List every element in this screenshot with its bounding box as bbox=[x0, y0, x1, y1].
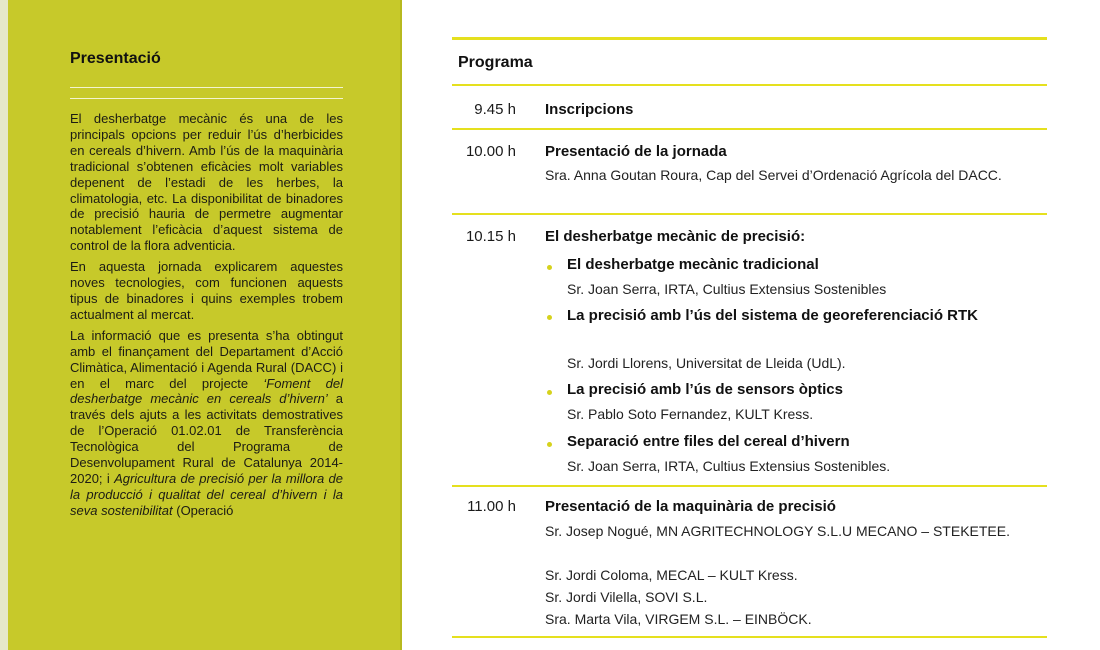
agenda-item-speaker: Sr. Jordi Coloma, MECAL – KULT Kress. bbox=[545, 567, 798, 583]
presentation-body bbox=[70, 111, 343, 524]
agenda-item-title: Inscripcions bbox=[545, 101, 634, 118]
programa-section bbox=[402, 0, 1100, 650]
para3-text-c: a través dels ajuts a les activitats demostratives de l’Operació 01.02.01 de Transferència Tecnològica del Programa de Desenvolupament Rural de Catalunya 2014-2020; i bbox=[70, 391, 344, 486]
page-edge bbox=[0, 0, 8, 650]
subtopic-title: Separació entre files del cereal d’hivern bbox=[567, 433, 850, 450]
time-slot: 10.15 h bbox=[465, 228, 516, 245]
time-slot: 10.00 h bbox=[465, 143, 516, 160]
subtopic-title: La precisió amb l’ús del sistema de georeferenciació RTK bbox=[567, 307, 978, 324]
title-rule-bottom bbox=[70, 98, 343, 99]
subtopic-speaker: Sr. Pablo Soto Fernandez, KULT Kress. bbox=[567, 406, 814, 422]
para3-text-a: La informació que es presenta s’ha obtingut amb el finançament del Departament d’Acció Climàtica, Alimentació i Agenda Rural (DACC) i en el marc del projecte bbox=[70, 327, 343, 391]
para3-text-e: (Operació bbox=[172, 502, 234, 518]
agenda-item-title: Presentació de la jornada bbox=[545, 143, 727, 160]
presentation-paragraph-1: El desherbatge mecànic és una de les principals opcions per reduir l’ús d’herbicides en cereals d’hivern. Amb l’ús de la maquinària tradicional s’obtenen eficàcies molt variables depenent de l’estadi de les herbes, la climatologia, etc. La disponibilitat de binadores de precisió hauria de permetre augmentar notablement l’eficàcia d’aquest sistema de control de la flora adventicia. bbox=[70, 111, 343, 254]
agenda-divider bbox=[452, 213, 1047, 215]
bullet-icon bbox=[547, 390, 552, 395]
bullet-icon bbox=[547, 265, 552, 270]
agenda-item-speaker: Sra. Anna Goutan Roura, Cap del Servei d’Ordenació Agrícola del DACC. bbox=[545, 167, 1002, 183]
programa-rule-header bbox=[452, 84, 1047, 86]
agenda-item-speaker: Sr. Josep Nogué, MN AGRITECHNOLOGY S.L.U MECANO – STEKETEE. bbox=[545, 523, 1010, 539]
agenda-divider bbox=[452, 128, 1047, 130]
subtopic-speaker: Sr. Joan Serra, IRTA, Cultius Extensius Sostenibles bbox=[567, 281, 887, 297]
presentation-panel bbox=[0, 0, 400, 650]
presentation-paragraph-3 bbox=[70, 328, 343, 519]
subtopic-title: La precisió amb l’ús de sensors òptics bbox=[567, 381, 843, 398]
presentation-title: Presentació bbox=[70, 50, 161, 67]
time-slot: 11.00 h bbox=[467, 498, 516, 515]
agenda-divider bbox=[452, 485, 1047, 487]
presentation-paragraph-2: En aquesta jornada explicarem aquestes noves tecnologies, com funcionen aquests tipus de binadores i quins exemples trobem actualment al mercat. bbox=[70, 259, 343, 322]
agenda-item-speaker: Sr. Jordi Vilella, SOVI S.L. bbox=[545, 589, 708, 605]
programa-title: Programa bbox=[458, 54, 533, 71]
programa-rule-top bbox=[452, 37, 1047, 40]
title-rule-top bbox=[70, 87, 343, 88]
time-slot: 9.45 h bbox=[474, 101, 516, 118]
subtopic-speaker: Sr. Jordi Llorens, Universitat de Lleida (UdL). bbox=[567, 355, 846, 371]
bullet-icon bbox=[547, 442, 552, 447]
subtopic-title: El desherbatge mecànic tradicional bbox=[567, 256, 819, 273]
agenda-item-title: El desherbatge mecànic de precisió: bbox=[545, 228, 806, 245]
project-name-2: Agricultura de precisió per la millora de la producció i qualitat del cereal d’hivern i la seva sostenibilitat bbox=[70, 470, 343, 518]
agenda-item-title: Presentació de la maquinària de precisió bbox=[545, 498, 836, 515]
agenda-item-speaker: Sra. Marta Vila, VIRGEM S.L. – EINBÖCK. bbox=[545, 611, 812, 627]
bullet-icon bbox=[547, 315, 552, 320]
subtopic-speaker: Sr. Joan Serra, IRTA, Cultius Extensius Sostenibles. bbox=[567, 458, 891, 474]
agenda-divider bbox=[452, 636, 1047, 638]
project-name: ‘Foment del desherbatge mecànic en cereals d’hivern’ bbox=[70, 375, 344, 407]
